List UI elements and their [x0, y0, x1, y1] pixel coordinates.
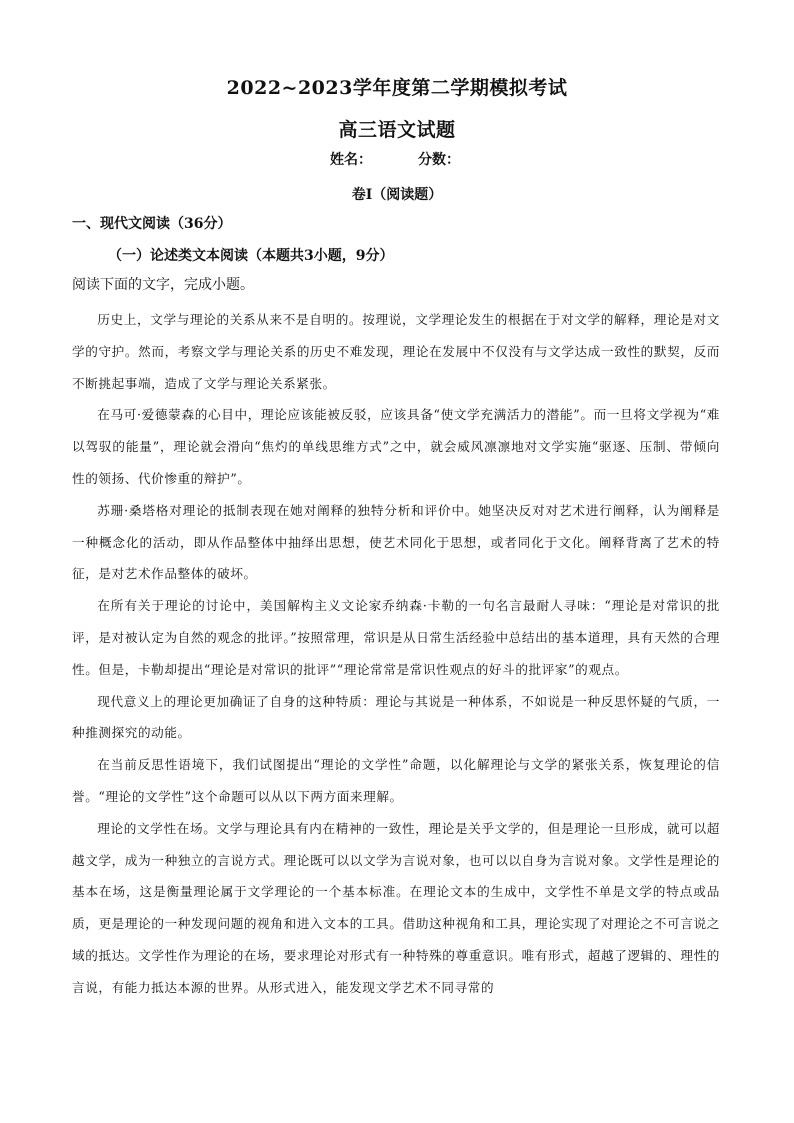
exam-subject-title: 高三语文试题: [338, 119, 456, 141]
subsection-heading: （一）论述类文本阅读（本题共3小题，9分）: [108, 248, 394, 264]
exam-title: 2022~2023学年度第二学期模拟考试: [226, 77, 568, 99]
section-heading: 一、现代文阅读（36分）: [72, 216, 232, 232]
reading-passage: [72, 304, 720, 1004]
score-label: 分数：: [418, 152, 460, 168]
volume-heading: 卷Ⅰ（阅读题）: [351, 187, 443, 203]
passage-paragraph: 理论的文学性在场。文学与理论具有内在精神的一致性，理论是关乎文学的，但是理论一旦形成，就可以超越文学，成为一种独立的言说方式。理论既可以以文学为言说对象，也可以以自身为言说对象。文学性是理论的基本在场，这是衡量理论属于文学理论的一个基本标准。在理论文本的生成中，文学性不单是文学的特点或品质，更是理论的一种发现问题的视角和进入文本的工具。借助这种视角和工具，理论实现了对理论之不可言说之域的抵达。文学性作为理论的在场，要求理论对形式有一种特殊的尊重意识。唯有形式，超越了逻辑的、理性的言说，有能力抵达本源的世界。从形式进入，能发现文学艺术不同寻常的: [72, 820, 720, 995]
passage-paragraph: 历史上，文学与理论的关系从来不是自明的。按理说，文学理论发生的根据在于对文学的解释，理论是对文学的守护。然而，考察文学与理论关系的历史不难发现，理论在发展中不仅没有与文学达成一致性的默契，反而不断挑起事端，造成了文学与理论关系紧张。: [72, 312, 720, 391]
reading-instruction: 阅读下面的文字，完成小题。: [72, 277, 254, 293]
student-info-row: [330, 149, 460, 169]
passage-paragraph: 在所有关于理论的讨论中，美国解构主义文论家乔纳森·卡勒的一句名言最耐人寻味：“理论是对常识的批评，是对被认定为自然的观念的批评。”按照常理，常识是从日常生活经验中总结出的基本道理，具有天然的合理性。但是，卡勒却提出“理论是对常识的批评”“理论常常是常识性观点的好斗的批评家”的观点。: [72, 598, 720, 677]
passage-paragraph: 在当前反思性语境下，我们试图提出“理论的文学性”命题，以化解理论与文学的紧张关系，恢复理论的信誉。“理论的文学性”这个命题可以从以下两方面来理解。: [72, 757, 720, 804]
name-label: 姓名：: [330, 152, 372, 168]
passage-paragraph: 在马可·爱德蒙森的心目中，理论应该能被反驳，应该具备“使文学充满活力的潜能”。而一旦将文学视为“难以驾驭的能量”，理论就会滑向“焦灼的单线思维方式”之中，就会威风凛凛地对文学实施“驱逐、压制、带倾向性的领扬、代价惨重的辩护”。: [72, 407, 720, 486]
passage-paragraph: 现代意义上的理论更加确证了自身的这种特质：理论与其说是一种体系，不如说是一种反思怀疑的气质，一种推测探究的动能。: [72, 693, 720, 741]
passage-paragraph: 苏珊·桑塔格对理论的抵制表现在她对阐释的独特分析和评价中。她坚决反对对艺术进行阐释，认为阐释是一种概念化的活动，即从作品整体中抽绎出思想，使艺术同化于思想，或者同化于文化。阐释背离了艺术的特征，是对艺术作品整体的破坏。: [72, 502, 720, 582]
